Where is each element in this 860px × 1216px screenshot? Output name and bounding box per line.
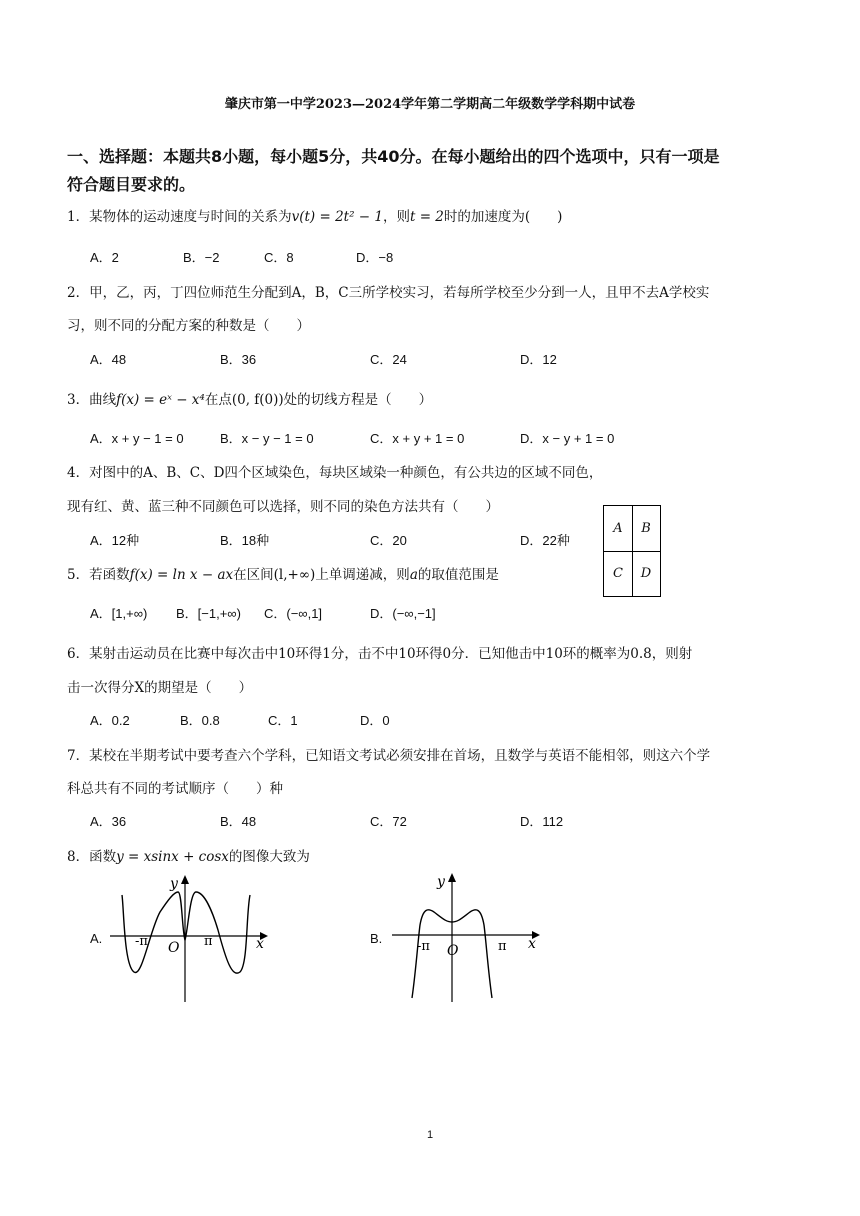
q7-option-b: B．48 — [220, 814, 257, 829]
q5-text-d: 的取值范围是 — [417, 567, 499, 583]
question-4-line2: 现有红、黄、蓝三种不同颜色可以选择，则不同的染色方法共有（ ） — [67, 499, 499, 515]
q5-option-b: B．[−1,+∞) — [176, 606, 241, 621]
q2-option-c: C．24 — [370, 352, 407, 367]
graph-a-y-arrow — [181, 875, 189, 884]
q5-option-d: D．(−∞,−1] — [370, 606, 436, 621]
q3-option-c: C．x + y + 1 = 0 — [370, 431, 465, 446]
question-2-line2: 习，则不同的分配方案的种数是（ ） — [67, 318, 310, 334]
q3-text-b: 在点 — [204, 392, 232, 408]
question-6-line1: 6．某射击运动员在比赛中每次击中10环得1分，击不中10环得0分．已知他击中10环的概率为0.8，则射 — [67, 646, 693, 662]
page-number: 1 — [426, 1129, 434, 1141]
graph-b-neg-pi-label: -π — [417, 939, 430, 954]
q1-text: 1．某物体的运动速度与时间的关系为 — [67, 209, 292, 225]
graph-b-origin-label: O — [447, 943, 459, 959]
graph-b-y-label: y — [437, 874, 445, 890]
question-7-line2: 科总共有不同的考试顺序（ ）种 — [67, 781, 283, 797]
q3-text: 3．曲线 — [67, 392, 117, 408]
exam-title: 肇庆市第一中学2023—2024学年第二学期高二年级数学学科期中试卷 — [224, 97, 636, 112]
q7-option-a: A．36 — [90, 814, 127, 829]
question-6-line2: 击一次得分X的期望是（ ） — [67, 680, 253, 696]
q1-option-a: A．2 — [90, 250, 119, 265]
q7-option-d: D．112 — [520, 814, 564, 829]
q3-point: (0, f(0)) — [231, 392, 284, 408]
q6-option-d: D．0 — [360, 713, 390, 728]
region-d: D — [640, 566, 652, 581]
q5-option-a: A．[1,+∞) — [90, 606, 148, 621]
q1-text-c: 时的加速度为( ) — [443, 209, 563, 225]
q1-option-b: B．−2 — [183, 250, 220, 265]
q2-option-b: B．36 — [220, 352, 257, 367]
q8-graph-b — [392, 870, 557, 1005]
q4-option-d: D．22种 — [520, 533, 570, 548]
q6-option-b: B．0.8 — [180, 713, 220, 728]
graph-a-curve — [122, 892, 250, 973]
q8-text-b: 的图像大致为 — [228, 849, 310, 865]
q5-text: 5．若函数 — [67, 567, 130, 583]
graph-b-y-arrow — [448, 873, 456, 882]
question-4-line1: 4．对图中的A、B、C、D四个区域染色，每块区域染一种颜色，有公共边的区域不同色， — [67, 465, 603, 481]
question-3 — [67, 388, 432, 408]
q5-variable: a — [409, 567, 418, 583]
graph-b-pi-label: π — [498, 939, 507, 954]
q5-text-b: 在区间 — [233, 567, 274, 583]
graph-a-y-label: y — [170, 876, 178, 892]
region-grid-figure — [603, 505, 661, 597]
q8-graph-a — [110, 870, 275, 1005]
q8-formula: y = xsinx + cosx — [116, 849, 229, 865]
question-1 — [67, 205, 562, 225]
graph-a-pi-label: π — [204, 934, 213, 949]
graph-a-x-label: x — [256, 936, 264, 952]
q1-option-c: C．8 — [264, 250, 294, 265]
q3-text-c: 处的切线方程是（ ） — [283, 392, 433, 408]
question-2-line1: 2．甲，乙，丙，丁四位师范生分配到A，B，C三所学校实习，若每所学校至少分到一人，且甲不去A学校实 — [67, 285, 710, 301]
q4-option-b: B．18种 — [220, 533, 270, 548]
q3-option-d: D．x − y + 1 = 0 — [520, 431, 615, 446]
q6-option-c: C．1 — [268, 713, 298, 728]
q5-option-c: C．(−∞,1] — [264, 606, 323, 621]
q8-option-b-label: B. — [370, 931, 383, 946]
q4-option-c: C．20 — [370, 533, 407, 548]
question-7-line1: 7．某校在半期考试中要考查六个学科，已知语文考试必须安排在首场，且数学与英语不能相邻，则这六个学 — [67, 748, 711, 764]
graph-a-neg-pi-label: -π — [135, 934, 148, 949]
region-c: C — [613, 566, 623, 581]
q5-formula: f(x) = ln x − ax — [129, 567, 234, 583]
q8-text: 8．函数 — [67, 849, 117, 865]
q5-text-c: 上单调递减，则 — [315, 567, 410, 583]
section-heading-line2: 符合题目要求的。 — [67, 175, 196, 194]
q5-interval: (l,+∞) — [273, 567, 316, 583]
q2-option-d: D．12 — [520, 352, 557, 367]
q3-option-b: B．x − y − 1 = 0 — [220, 431, 314, 446]
graph-a-origin-label: O — [168, 940, 180, 956]
q6-option-a: A．0.2 — [90, 713, 130, 728]
section-heading-line1: 一、选择题：本题共8小题，每小题5分，共40分。在每小题给出的四个选项中，只有一项是 — [67, 147, 720, 166]
q3-option-a: A．x + y − 1 = 0 — [90, 431, 184, 446]
q2-option-a: A．48 — [90, 352, 127, 367]
q7-option-c: C．72 — [370, 814, 407, 829]
q1-text-b: ，则 — [382, 209, 410, 225]
region-b: B — [641, 521, 651, 536]
question-5 — [67, 563, 499, 583]
q3-formula: f(x) = eˣ − x⁴ — [116, 392, 205, 408]
q8-option-a-label: A. — [90, 931, 103, 946]
q1-option-d: D．−8 — [356, 250, 394, 265]
region-a: A — [613, 521, 623, 536]
q1-condition: t = 2 — [409, 209, 444, 225]
graph-b-x-label: x — [528, 936, 536, 952]
question-8 — [67, 845, 310, 865]
q1-formula: v(t) = 2t² − 1 — [291, 209, 383, 225]
q4-option-a: A．12种 — [90, 533, 140, 548]
